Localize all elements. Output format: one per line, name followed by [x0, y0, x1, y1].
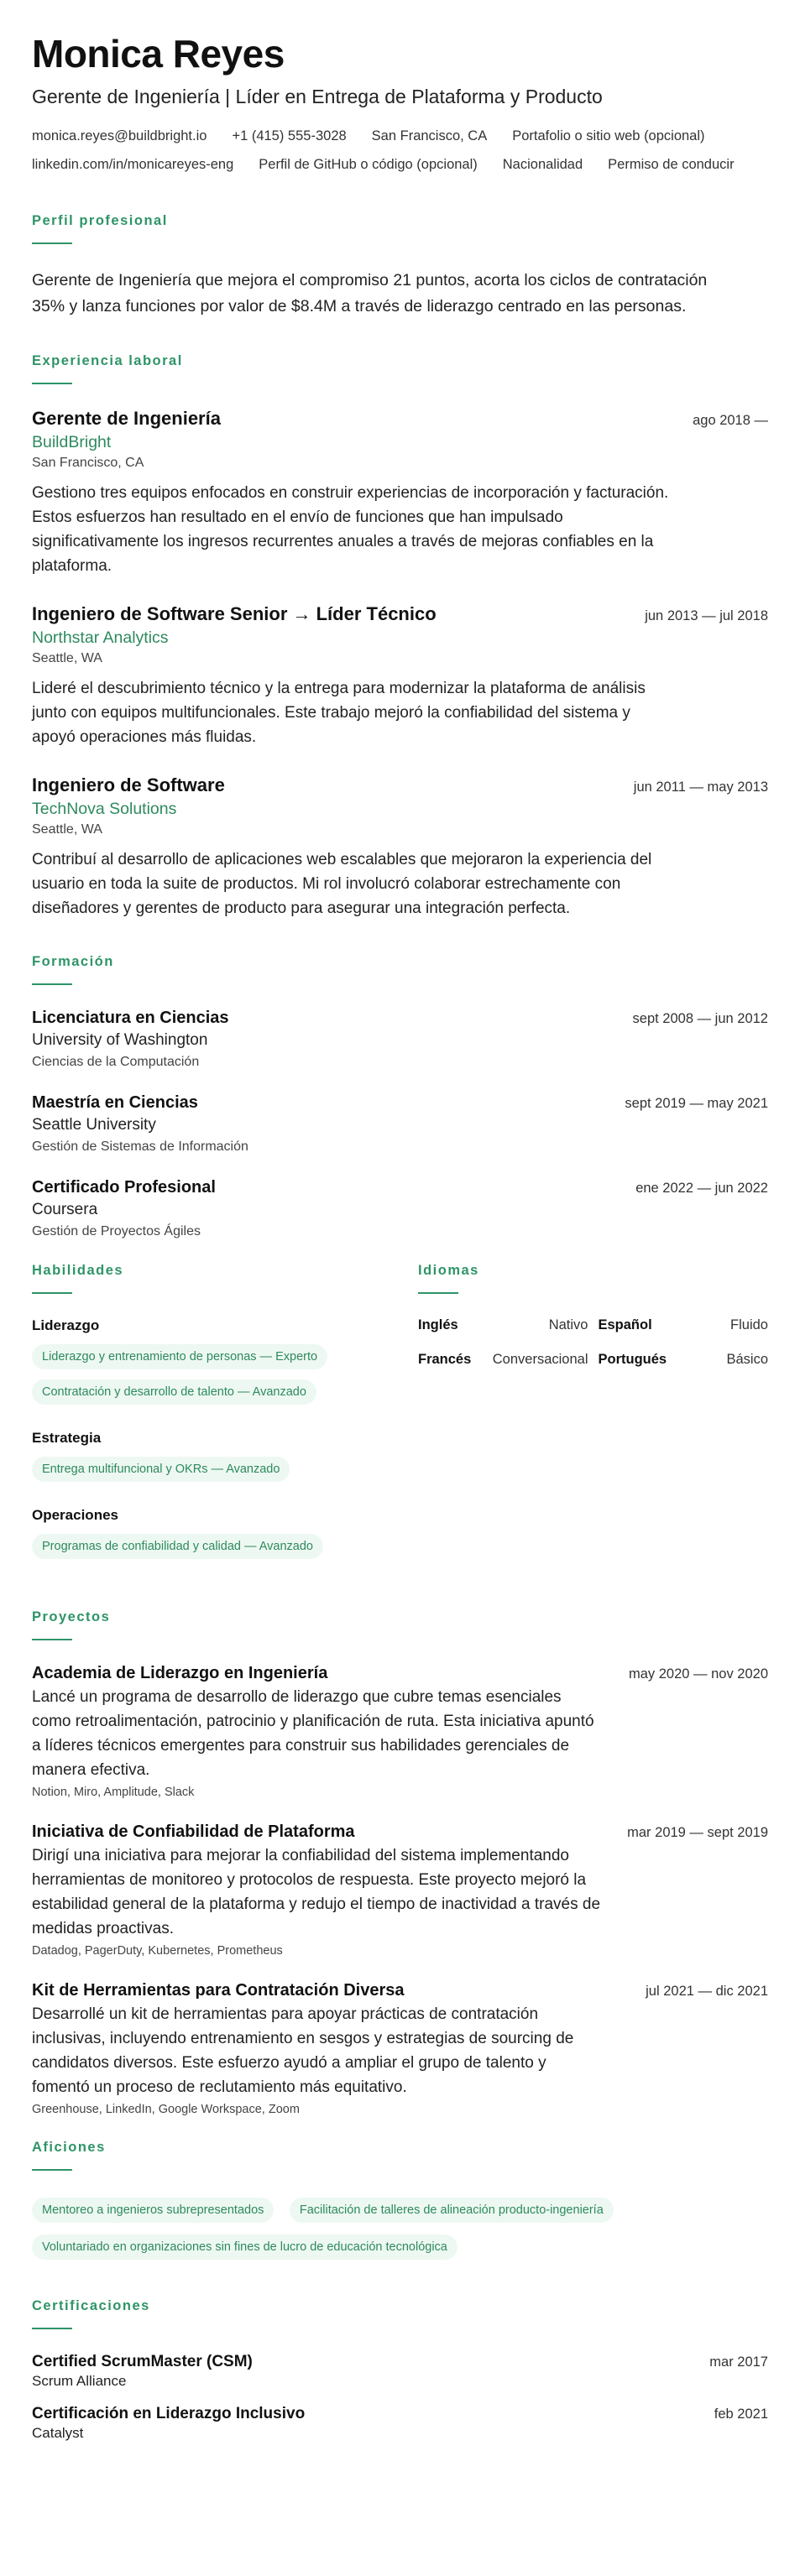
certification-date: mar 2017	[709, 2354, 768, 2370]
certification-date: feb 2021	[714, 2407, 768, 2422]
language-level: Nativo	[548, 1317, 588, 1332]
school-name: Coursera	[32, 1201, 98, 1218]
section-title: Proyectos	[32, 1609, 111, 1624]
language-name: Portugués	[598, 1352, 667, 1367]
education-entry	[32, 1009, 768, 1070]
contact-nationality: Nacionalidad	[502, 157, 583, 172]
candidate-name: Monica Reyes	[32, 32, 285, 76]
school-name: Seattle University	[32, 1116, 156, 1134]
section-divider	[418, 1292, 458, 1294]
skill-pill: Contratación y desarrollo de talento — Avanzado	[32, 1379, 316, 1405]
skill-pill: Programas de confiabilidad y calidad — Avanzado	[32, 1534, 323, 1559]
study-field: Gestión de Proyectos Ágiles	[32, 1224, 201, 1238]
language-item	[418, 1352, 588, 1368]
section-divider	[32, 983, 72, 985]
skill-group	[32, 1430, 418, 1489]
section-divider	[32, 2328, 72, 2329]
contact-phone: +1 (415) 555-3028	[232, 128, 347, 143]
skill-pill: Liderazgo y entrenamiento de personas — Experto	[32, 1344, 327, 1369]
section-title: Aficiones	[32, 2140, 106, 2155]
profile-section	[32, 213, 768, 320]
candidate-headline: Gerente de Ingeniería | Líder en Entrega de Plataforma y Producto	[32, 86, 603, 107]
study-field: Gestión de Sistemas de Información	[32, 1139, 248, 1154]
job-location: San Francisco, CA	[32, 456, 144, 470]
degree-title: Certificado Profesional	[32, 1178, 216, 1197]
contact-email[interactable]: monica.reyes@buildbright.io	[32, 128, 207, 143]
skill-group	[32, 1317, 418, 1411]
job-title: Ingeniero de Software	[32, 774, 225, 795]
certifications-section	[32, 2298, 768, 2442]
experience-section	[32, 353, 768, 920]
job-date: jun 2013 — jul 2018	[645, 608, 768, 623]
job-description: Gestiono tres equipos enfocados en construir experiencias de incorporación y facturación. Estos esfuerzos han resultado en el envío de funciones que han impulsado significativamente los ingresos recurrentes anuales a través de mejoras confiables en la plataforma.	[32, 484, 669, 575]
project-date: may 2020 — nov 2020	[628, 1666, 768, 1682]
education-date: ene 2022 — jun 2022	[635, 1181, 768, 1196]
project-description: Lancé un programa de desarrollo de liderazgo que cubre temas esenciales como retroalimentación, patrocinio y planificación de ruta. Esta iniciativa apuntó a líderes técnicos emergentes para construir sus habilidades gerenciales de manera efectiva.	[32, 1688, 594, 1779]
job-title: Ingeniero de Software Senior → Líder Técnico	[32, 603, 437, 624]
resume-header	[32, 30, 768, 185]
job-location: Seattle, WA	[32, 822, 102, 837]
section-title: Formación	[32, 954, 114, 969]
contact-portfolio: Portafolio o sitio web (opcional)	[512, 128, 705, 143]
project-entry	[32, 1981, 768, 2116]
project-tools: Datadog, PagerDuty, Kubernetes, Prometheus	[32, 1944, 283, 1958]
contact-location: San Francisco, CA	[371, 128, 488, 143]
language-item	[599, 1317, 769, 1333]
degree-title: Licenciatura en Ciencias	[32, 1009, 229, 1027]
company-name: Northstar Analytics	[32, 628, 169, 647]
company-name: BuildBright	[32, 433, 112, 451]
section-title: Idiomas	[418, 1263, 479, 1278]
language-name: Español	[598, 1317, 652, 1332]
certification-issuer: Scrum Alliance	[32, 2373, 127, 2389]
study-field: Ciencias de la Computación	[32, 1055, 200, 1069]
language-grid	[418, 1317, 768, 1368]
language-level: Básico	[726, 1352, 768, 1367]
section-title: Perfil profesional	[32, 213, 168, 228]
education-date: sept 2008 — jun 2012	[632, 1011, 768, 1026]
project-description: Desarrollé un kit de herramientas para apoyar prácticas de contratación inclusivas, incluyendo entrenamiento en sesgos y estrategias de sourcing de candidatos diversos. Este esfuerzo ayudó a ampliar el grupo de talento y fomentó un proceso de reclutamiento más equitativo.	[32, 2005, 574, 2096]
contact-driving-license: Permiso de conducir	[608, 157, 735, 172]
education-entry	[32, 1093, 768, 1155]
section-title: Certificaciones	[32, 2298, 150, 2313]
contact-list	[32, 128, 768, 185]
job-location: Seattle, WA	[32, 651, 102, 665]
section-divider	[32, 242, 72, 244]
skill-pill: Entrega multifuncional y OKRs — Avanzado	[32, 1457, 290, 1482]
job-date: jun 2011 — may 2013	[633, 780, 768, 795]
company-name: TechNova Solutions	[32, 800, 177, 818]
skill-category: Operaciones	[32, 1507, 118, 1523]
hobby-pill: Voluntariado en organizaciones sin fines de lucro de educación tecnológica	[32, 2234, 458, 2260]
certification-entry	[32, 2405, 768, 2442]
section-divider	[32, 1639, 72, 1640]
language-level: Fluido	[730, 1317, 768, 1332]
experience-entry	[32, 603, 768, 749]
hobby-list	[32, 2194, 768, 2268]
project-title: Kit de Herramientas para Contratación Diversa	[32, 1981, 405, 2000]
experience-entry	[32, 408, 768, 578]
hobby-pill: Mentoreo a ingenieros subrepresentados	[32, 2198, 274, 2223]
job-description: Lideré el descubrimiento técnico y la entrega para modernizar la plataforma de análisis junto con equipos multifuncionales. Este trabajo mejoró la confiabilidad del sistema y apoyó operaciones más fluidas.	[32, 680, 646, 746]
project-tools: Notion, Miro, Amplitude, Slack	[32, 1786, 195, 1799]
certification-entry	[32, 2353, 768, 2390]
section-divider	[32, 2169, 72, 2171]
job-date: ago 2018 —	[693, 413, 768, 428]
profile-summary: Gerente de Ingeniería que mejora el compromiso 21 puntos, acorta los ciclos de contratación 35% y lanza funciones por valor de $8.4M a través de liderazgo centrado en las personas.	[32, 271, 708, 315]
language-name: Francés	[418, 1352, 472, 1367]
hobby-pill: Facilitación de talleres de alineación producto-ingeniería	[290, 2198, 614, 2223]
section-title: Experiencia laboral	[32, 353, 183, 368]
school-name: University of Washington	[32, 1031, 208, 1049]
skill-category: Liderazgo	[32, 1317, 100, 1333]
education-section	[32, 954, 768, 1239]
project-date: jul 2021 — dic 2021	[646, 1984, 768, 1999]
skills-languages-row	[32, 1263, 768, 1584]
certification-title: Certified ScrumMaster (CSM)	[32, 2353, 253, 2370]
project-entry	[32, 1664, 768, 1799]
hobbies-section	[32, 2140, 768, 2268]
language-item	[418, 1317, 588, 1333]
section-divider	[32, 1292, 72, 1294]
project-tools: Greenhouse, LinkedIn, Google Workspace, Zoom	[32, 2103, 300, 2116]
job-title: Gerente de Ingeniería	[32, 408, 221, 429]
certification-issuer: Catalyst	[32, 2425, 84, 2441]
project-title: Academia de Liderazgo en Ingeniería	[32, 1664, 328, 1682]
project-entry	[32, 1822, 768, 1958]
project-date: mar 2019 — sept 2019	[627, 1825, 768, 1840]
job-description: Contribuí al desarrollo de aplicaciones web escalables que mejoraron la experiencia del usuario en toda la suite de productos. Mi rol involucró colaborar estrechamente con diseñadores y gerentes de producto para asegurar una integración perfecta.	[32, 851, 652, 917]
skill-category: Estrategia	[32, 1430, 102, 1446]
languages-section	[418, 1263, 768, 1584]
project-description: Dirigí una iniciativa para mejorar la confiabilidad del sistema implementando herramientas de monitoreo y protocolos de respuesta. Este proyecto mejoró la estabilidad general de la plataforma y redujo el tiempo de inactividad a través de medidas proactivas.	[32, 1847, 601, 1937]
section-divider	[32, 383, 72, 384]
education-date: sept 2019 — may 2021	[625, 1096, 768, 1111]
projects-section	[32, 1609, 768, 2116]
language-level: Conversacional	[492, 1352, 588, 1367]
experience-entry	[32, 774, 768, 920]
contact-github: Perfil de GitHub o código (opcional)	[259, 157, 478, 172]
education-entry	[32, 1178, 768, 1239]
degree-title: Maestría en Ciencias	[32, 1093, 198, 1112]
certification-title: Certificación en Liderazgo Inclusivo	[32, 2405, 306, 2422]
language-item	[599, 1352, 769, 1368]
contact-linkedin[interactable]: linkedin.com/in/monicareyes-eng	[32, 157, 234, 172]
language-name: Inglés	[418, 1317, 458, 1332]
skill-group	[32, 1507, 418, 1566]
skills-section	[32, 1263, 418, 1584]
project-title: Iniciativa de Confiabilidad de Plataforma	[32, 1822, 355, 1841]
section-title: Habilidades	[32, 1263, 124, 1278]
